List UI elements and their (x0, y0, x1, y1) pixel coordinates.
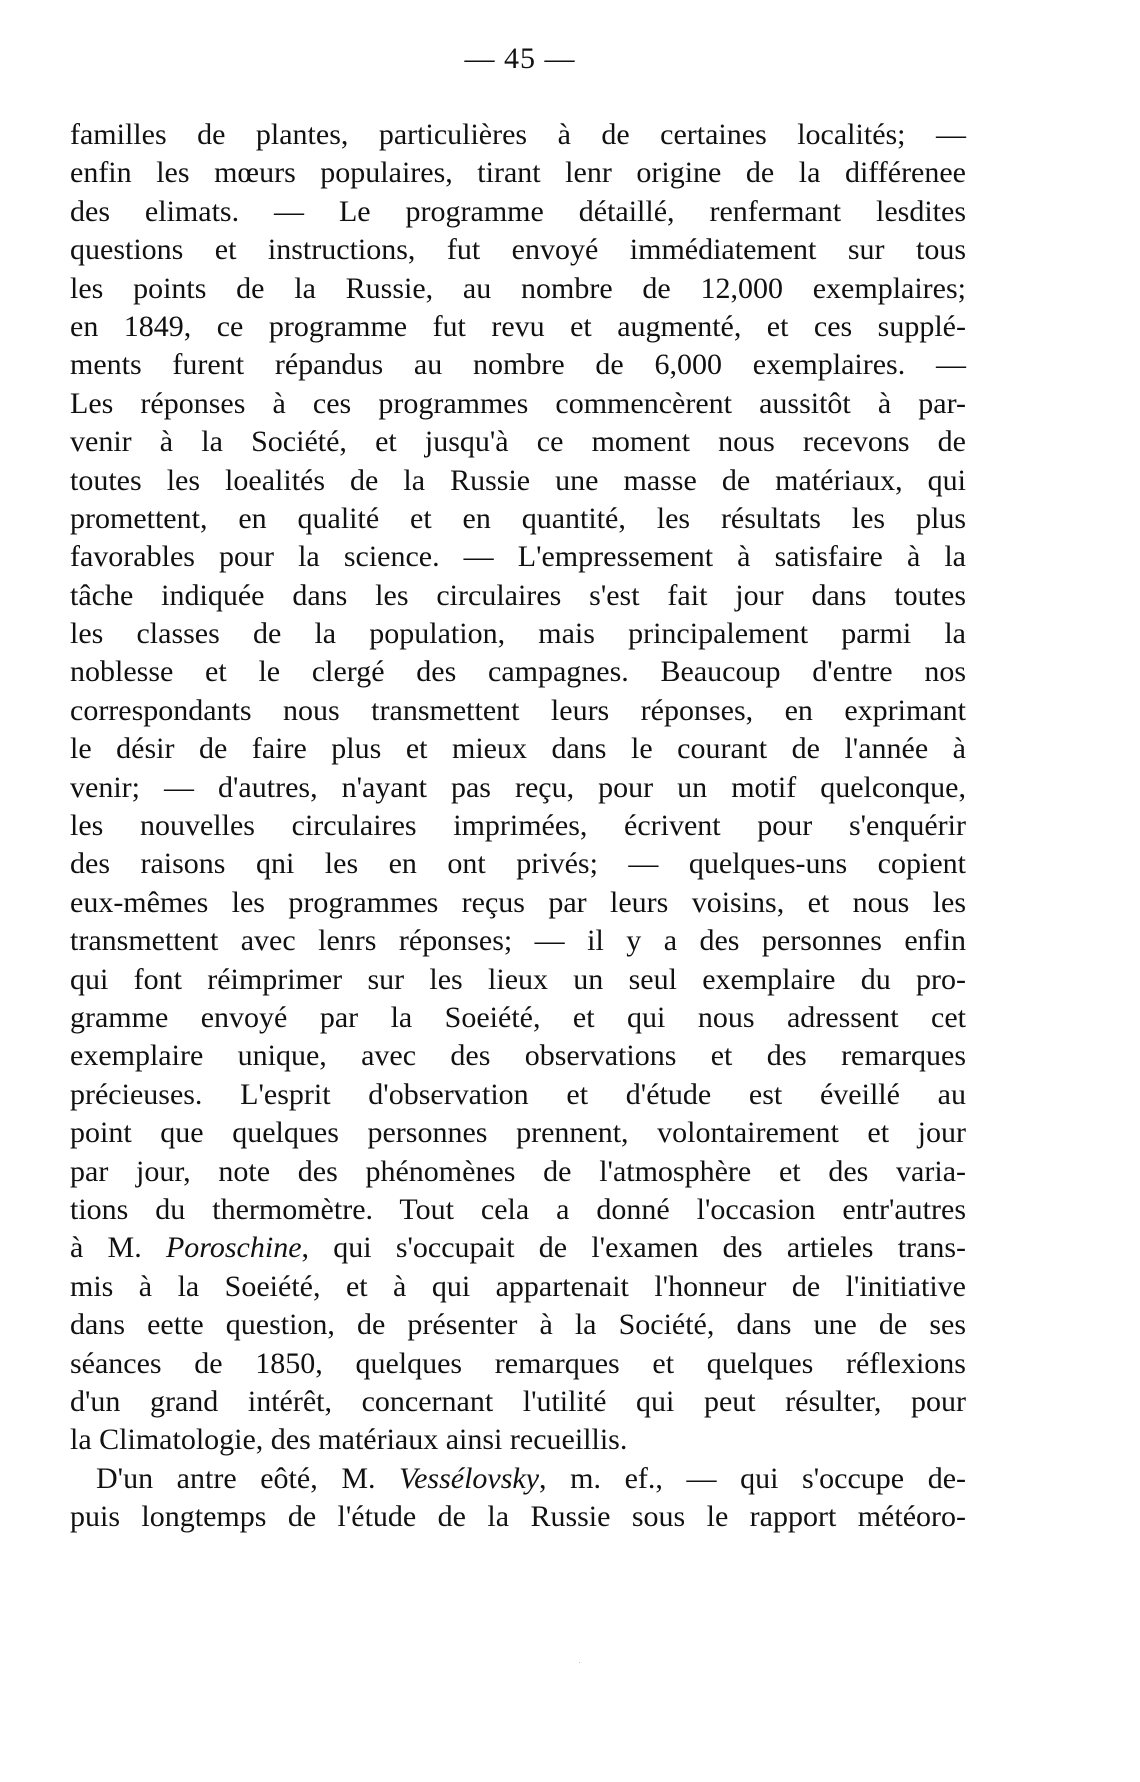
text-line-content (70, 845, 966, 883)
text-line-content (70, 1345, 966, 1383)
text-segment: familles de plantes, particulières à de certaines localités; — (70, 118, 966, 151)
text-line-content (70, 423, 966, 461)
text-line (70, 462, 966, 500)
text-line-content (70, 346, 966, 384)
text-line-content (70, 615, 966, 653)
text-line-content (70, 692, 966, 730)
text-line-content (70, 961, 966, 999)
text-line-content (70, 116, 966, 154)
text-segment: le désir de faire plus et mieux dans le courant de l'année à (70, 732, 966, 766)
text-line (70, 116, 966, 154)
text-segment: noblesse et le clergé des campagnes. Beaucoup d'entre nos (70, 655, 966, 689)
italic-name: Vessélovsky (399, 1461, 540, 1495)
text-segment: enfin les mœurs populaires, tirant lenr origine de la différenee (70, 156, 966, 190)
text-segment: ments furent répandus au nombre de 6,000 exemplaires. — (70, 348, 966, 382)
text-line (70, 1383, 966, 1421)
text-segment: les points de la Russie, au nombre de 12,000 exemplaires; (70, 271, 966, 305)
text-segment: D'un antre eôté, M. (96, 1461, 400, 1495)
text-line-content (70, 999, 966, 1037)
text-line-content (70, 462, 966, 500)
text-segment: tâche indiquée dans les circulaires s'est fait jour dans toutes (70, 578, 966, 612)
text-line (70, 1191, 966, 1229)
text-segment: qui font réimprimer sur les lieux un seul exemplaire du pro- (70, 962, 966, 996)
text-line-content (70, 1076, 966, 1114)
text-line (70, 385, 966, 423)
text-segment: des raisons qni les en ont privés; — quelques-uns copient (70, 847, 966, 881)
text-line (70, 308, 966, 346)
text-line (70, 1229, 966, 1267)
text-line (70, 1268, 966, 1306)
text-line (70, 1114, 966, 1152)
text-line-content (70, 500, 966, 538)
text-line (70, 1076, 966, 1114)
text-segment: , qui s'occupait de l'examen des artieles trans- (301, 1231, 966, 1265)
text-line-content (70, 1421, 627, 1459)
text-line-content (70, 1498, 966, 1536)
text-segment: gramme envoyé par la Soeiété, et qui nous adressent cet (70, 1000, 966, 1034)
text-line (70, 845, 966, 883)
text-segment: par jour, note des phénomènes de l'atmosphère et des varia- (70, 1154, 966, 1188)
text-line (70, 1037, 966, 1075)
text-line (70, 577, 966, 615)
text-segment: séances de 1850, quelques remarques et quelques réflexions (70, 1346, 966, 1380)
text-segment: questions et instructions, fut envoyé immédiatement sur tous (70, 233, 966, 267)
text-line-content (70, 154, 966, 192)
text-segment: la Climatologie, des matériaux ainsi recueillis. (70, 1423, 628, 1457)
body-text (70, 116, 966, 1536)
text-line-content (70, 1153, 966, 1191)
text-line-content (70, 807, 966, 845)
text-line (70, 769, 966, 807)
text-segment: des elimats. — Le programme détaillé, renfermant lesdites (70, 194, 966, 228)
text-line-content (70, 1037, 966, 1075)
text-line-content (70, 1268, 966, 1306)
page-number: — 45 — (464, 42, 576, 75)
italic-name: Poroschine (165, 1231, 302, 1265)
text-line-content (70, 653, 966, 691)
text-segment: dans eette question, de présenter à la Société, dans une de ses (70, 1308, 966, 1342)
text-line (70, 1306, 966, 1344)
text-line (70, 500, 966, 538)
text-line (70, 615, 966, 653)
text-segment: promettent, en qualité et en quantité, les résultats les plus (70, 501, 966, 535)
text-line (70, 270, 966, 308)
text-segment: eux-mêmes les programmes reçus par leurs voisins, et nous les (70, 885, 966, 919)
text-line (70, 807, 966, 845)
text-segment: point que quelques personnes prennent, volontairement et jour (70, 1116, 966, 1150)
text-line-content (70, 769, 966, 807)
text-line-content (70, 1383, 966, 1421)
text-line-content (70, 385, 966, 423)
text-line (70, 999, 966, 1037)
text-line (70, 1153, 966, 1191)
text-line-content (70, 270, 966, 308)
text-segment: d'un grand intérêt, concernant l'utilité qui peut résulter, pour (70, 1384, 966, 1418)
text-segment: puis longtemps de l'étude de la Russie sous le rapport météoro- (70, 1500, 966, 1534)
text-line (70, 1345, 966, 1383)
text-segment: toutes les loealités de la Russie une masse de matériaux, qui (70, 463, 966, 497)
text-line-content (70, 231, 966, 269)
text-line-content (70, 1191, 966, 1229)
text-segment: à M. (70, 1231, 166, 1265)
text-line (70, 692, 966, 730)
text-segment: Les réponses à ces programmes commencèrent aussitôt à par- (70, 386, 966, 420)
text-line-content (70, 193, 966, 231)
text-line (70, 730, 966, 768)
text-line (70, 961, 966, 999)
text-line-content (70, 1229, 966, 1267)
text-line-content (96, 1460, 966, 1498)
text-segment: mis à la Soeiété, et à qui appartenait l'honneur de l'initiative (70, 1269, 966, 1303)
text-line-content (70, 577, 966, 615)
text-line (70, 346, 966, 384)
text-segment: transmettent avec lenrs réponses; — il y a des personnes enfin (70, 924, 966, 958)
text-segment: précieuses. L'esprit d'observation et d'étude est éveillé au (70, 1077, 966, 1111)
text-segment: les classes de la population, mais principalement parmi la (70, 617, 966, 651)
text-line-content (70, 1306, 966, 1344)
text-line (70, 193, 966, 231)
text-segment: exemplaire unique, avec des observations et des remarques (70, 1039, 966, 1073)
text-line-content (70, 884, 966, 922)
text-line-content (70, 922, 966, 960)
text-segment: , m. ef., — qui s'occupe de- (539, 1461, 966, 1495)
text-segment: en 1849, ce programme fut revu et augmenté, et ces supplé- (70, 309, 966, 343)
text-line (70, 653, 966, 691)
text-line (70, 922, 966, 960)
text-line-content (70, 538, 966, 576)
text-segment: favorables pour la science. — L'empressement à satisfaire à la (70, 540, 966, 574)
text-segment: venir à la Société, et jusqu'à ce moment nous recevons de (70, 425, 966, 459)
text-line (70, 423, 966, 461)
text-line-content (70, 730, 966, 768)
text-line (70, 538, 966, 576)
scan-speck (579, 1662, 580, 1663)
text-segment: tions du thermomètre. Tout cela a donné l'occasion entr'autres (70, 1192, 966, 1226)
text-segment: venir; — d'autres, n'ayant pas reçu, pour un motif quelconque, (70, 770, 966, 804)
text-segment: correspondants nous transmettent leurs réponses, en exprimant (70, 693, 966, 727)
text-line-content (70, 1114, 966, 1152)
text-line (70, 1498, 966, 1536)
text-line (70, 884, 966, 922)
paragraph-first-line (70, 1460, 966, 1498)
text-line (70, 1421, 966, 1459)
text-segment: les nouvelles circulaires imprimées, écrivent pour s'enquérir (70, 809, 966, 843)
text-line (70, 154, 966, 192)
text-line (70, 231, 966, 269)
text-line-content (70, 308, 966, 346)
